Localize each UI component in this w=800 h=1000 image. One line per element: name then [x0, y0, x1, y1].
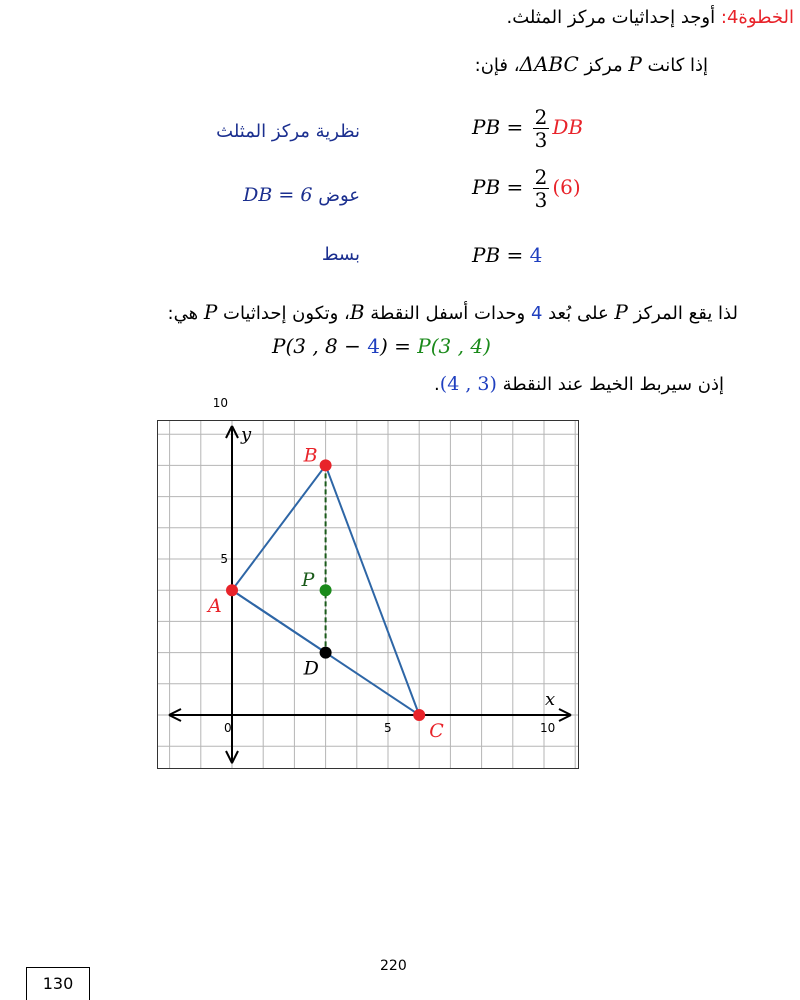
eq2-num: 2	[534, 165, 548, 189]
x-tick-label: 0	[224, 721, 232, 735]
point-c	[413, 709, 425, 721]
point-label-b: B	[303, 444, 318, 467]
point-d	[320, 647, 332, 659]
eq1-den: 3	[534, 128, 548, 152]
eq2-lhs: PB =	[472, 175, 524, 199]
final-end: .	[434, 374, 440, 395]
final-line	[434, 373, 724, 395]
eq2-rhs: (6)	[552, 175, 581, 199]
coord-equation	[272, 334, 491, 358]
point-label-c: C	[429, 720, 444, 742]
step-heading	[506, 7, 794, 28]
y-axis-label: y	[241, 424, 252, 445]
conclusion-var-p2: P	[203, 300, 218, 324]
eq2-reason-math: DB = 6	[243, 184, 313, 206]
coord-eq-close: ) =	[380, 334, 418, 358]
conclusion-part2: على بُعد	[542, 303, 615, 324]
eq3-reason: بسط	[321, 244, 360, 265]
point-p	[320, 584, 332, 596]
intro-suffix: ، فإن:	[474, 55, 520, 76]
coord-eq-lhs: P(3 , 8 −	[272, 334, 368, 358]
eq3-lhs: PB =	[472, 243, 524, 267]
point-label-p: P	[301, 569, 315, 592]
x-tick-label: 10	[540, 721, 556, 735]
point-a	[226, 584, 238, 596]
conclusion-part3: وحدات أسفل النقطة	[364, 303, 531, 324]
intro-line	[475, 52, 708, 76]
x-tick-label: 5	[384, 721, 392, 735]
coord-eq-rhs: P(3 , 4)	[417, 334, 491, 358]
intro-var: P	[628, 52, 642, 76]
eq2-fraction	[533, 166, 550, 211]
conclusion-part4: ، وتكون إحداثيات	[217, 303, 350, 324]
eq2	[472, 166, 581, 211]
coordinate-graph	[157, 396, 579, 769]
eq3-rhs: 4	[529, 243, 543, 267]
page-number: 220	[380, 958, 407, 974]
conclusion-var-b: B	[349, 300, 365, 324]
eq1-num: 2	[534, 105, 548, 129]
conclusion-part5: هي:	[167, 303, 204, 324]
conclusion-part1: لذا يقع المركز	[627, 303, 738, 324]
eq2-den: 3	[534, 188, 548, 212]
y-tick-label: 5	[220, 552, 228, 566]
intro-middle: مركز	[578, 55, 629, 76]
eq1-rhs: DB	[552, 115, 584, 139]
conclusion-var-p: P	[614, 300, 628, 324]
point-b	[320, 459, 332, 471]
eq3	[472, 243, 542, 267]
point-label-a: A	[208, 595, 222, 618]
step-text: أوجد إحداثيات مركز المثلث.	[506, 7, 716, 28]
eq1-fraction	[533, 106, 550, 151]
eq1-lhs: PB =	[472, 115, 524, 139]
y-tick-label: 10	[212, 396, 228, 410]
x-axis-label: x	[545, 689, 556, 710]
eq2-reason	[243, 184, 360, 206]
coord-eq-four: 4	[367, 334, 380, 358]
intro-prefix: إذا كانت	[641, 55, 708, 76]
eq2-reason-word: عوض	[318, 185, 360, 206]
conclusion-line	[168, 300, 738, 324]
final-point: (3 , 4)	[439, 373, 497, 395]
page-box: 130	[26, 967, 90, 1000]
eq1-reason: نظرية مركز المثلث	[216, 121, 360, 142]
step-label: الخطوة4:	[720, 7, 794, 28]
final-text: إذن سيربط الخيط عند النقطة	[496, 374, 724, 395]
point-label-d: D	[303, 657, 319, 680]
intro-triangle: ΔABC	[519, 52, 579, 76]
conclusion-distance: 4	[530, 303, 543, 324]
eq1	[472, 106, 583, 151]
